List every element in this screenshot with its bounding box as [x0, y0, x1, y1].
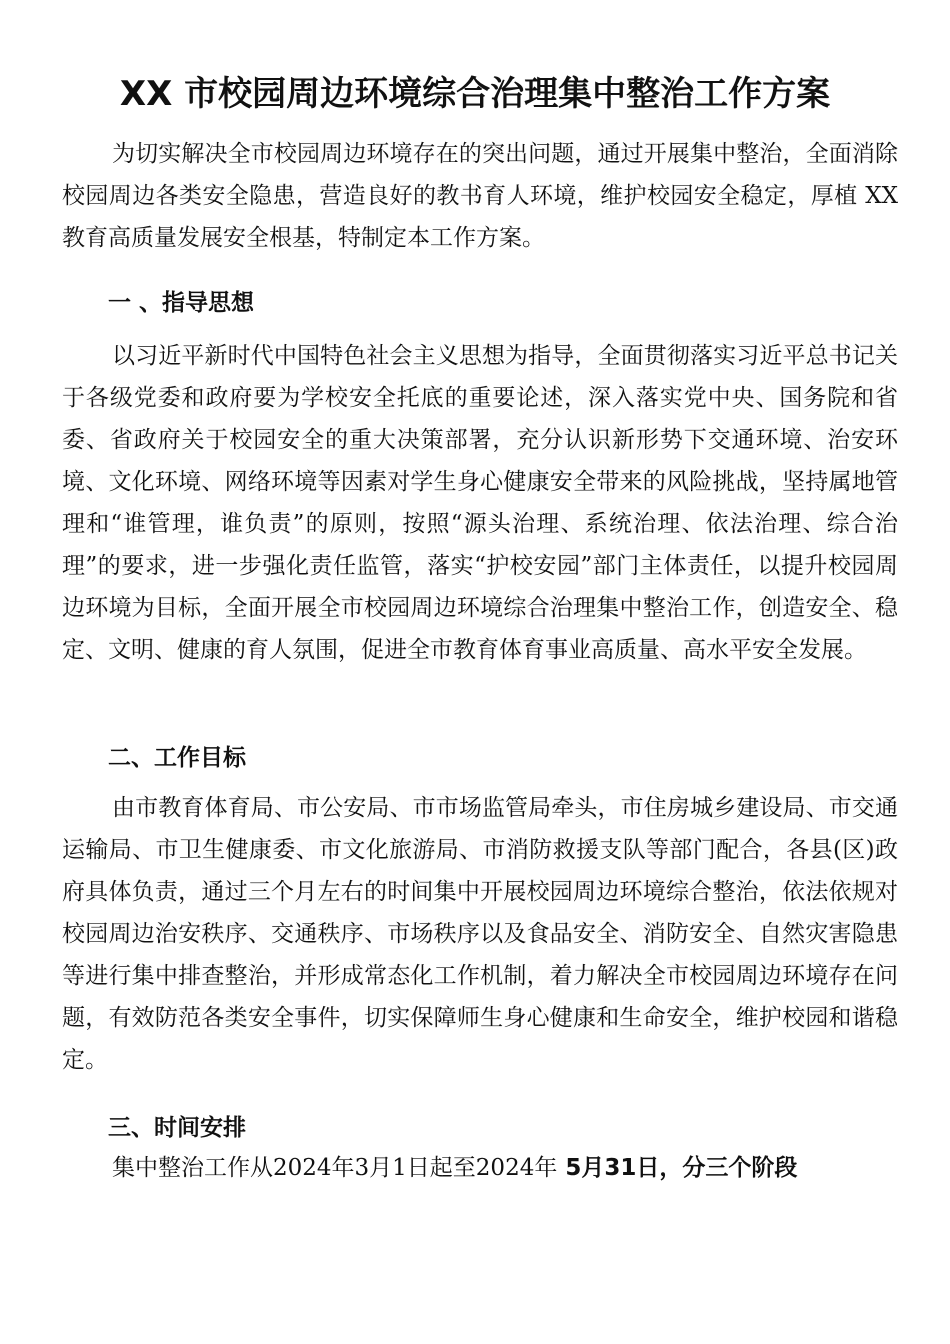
section-body-guiding-ideology: 以习近平新时代中国特色社会主义思想为指导，全面贯彻落实习近平总书记关于各级党委和政府要为学校安全托底的重要论述，深入落实党中央、国务院和省委、省政府关于校园安全的重大决策部署，充分认识新形势下交通环境、治安环境、文化环境、网络环境等因素对学生身心健康安全带来的风险挑战，坚持属地管理和“谁管理，谁负责”的原则，按照“源头治理、系统治理、依法治理、综合治理”的要求，进一步强化责任监管，落实“护校安园”部门主体责任，以提升校园周边环境为目标，全面开展全市校园周边环境综合治理集中整治工作，创造安全、稳定、文明、健康的育人氛围，促进全市教育体育事业高质量、高水平安全发展。 — [62, 343, 898, 663]
schedule-text-bold: 5月31日，分三个阶段 — [557, 1155, 798, 1181]
section-heading-schedule: 三、时间安排 — [108, 1115, 246, 1141]
section-body-work-goals: 由市教育体育局、市公安局、市市场监管局牵头，市住房城乡建设局、市交通运输局、市卫生健康委、市文化旅游局、市消防救援支队等部门配合，各县(区)政府具体负责，通过三个月左右的时间集中开展校园周边环境综合整治，依法依规对校园周边治安秩序、交通秩序、市场秩序以及食品安全、消防安全、自然灾害隐患等进行集中排查整治，并形成常态化工作机制，着力解决全市校园周边环境存在问题，有效防范各类安全事件，切实保障师生身心健康和生命安全，维护校园和谐稳定。 — [62, 795, 898, 1073]
section-heading-work-goals: 二、工作目标 — [108, 745, 246, 771]
intro-paragraph: 为切实解决全市校园周边环境存在的突出问题，通过开展集中整治，全面消除校园周边各类安全隐患，营造良好的教书育人环境，维护校园安全稳定，厚植 XX 教育高质量发展安全根基，特制定本工作方案。 — [62, 141, 898, 251]
section-heading-guiding-ideology: 一 、指导思想 — [108, 290, 255, 316]
section-body-schedule — [62, 1153, 898, 1183]
schedule-text-plain: 集中整治工作从2024年3月1日起至2024年 — [112, 1155, 558, 1181]
document-title: XX 市校园周边环境综合治理集中整治工作方案 — [119, 74, 831, 114]
